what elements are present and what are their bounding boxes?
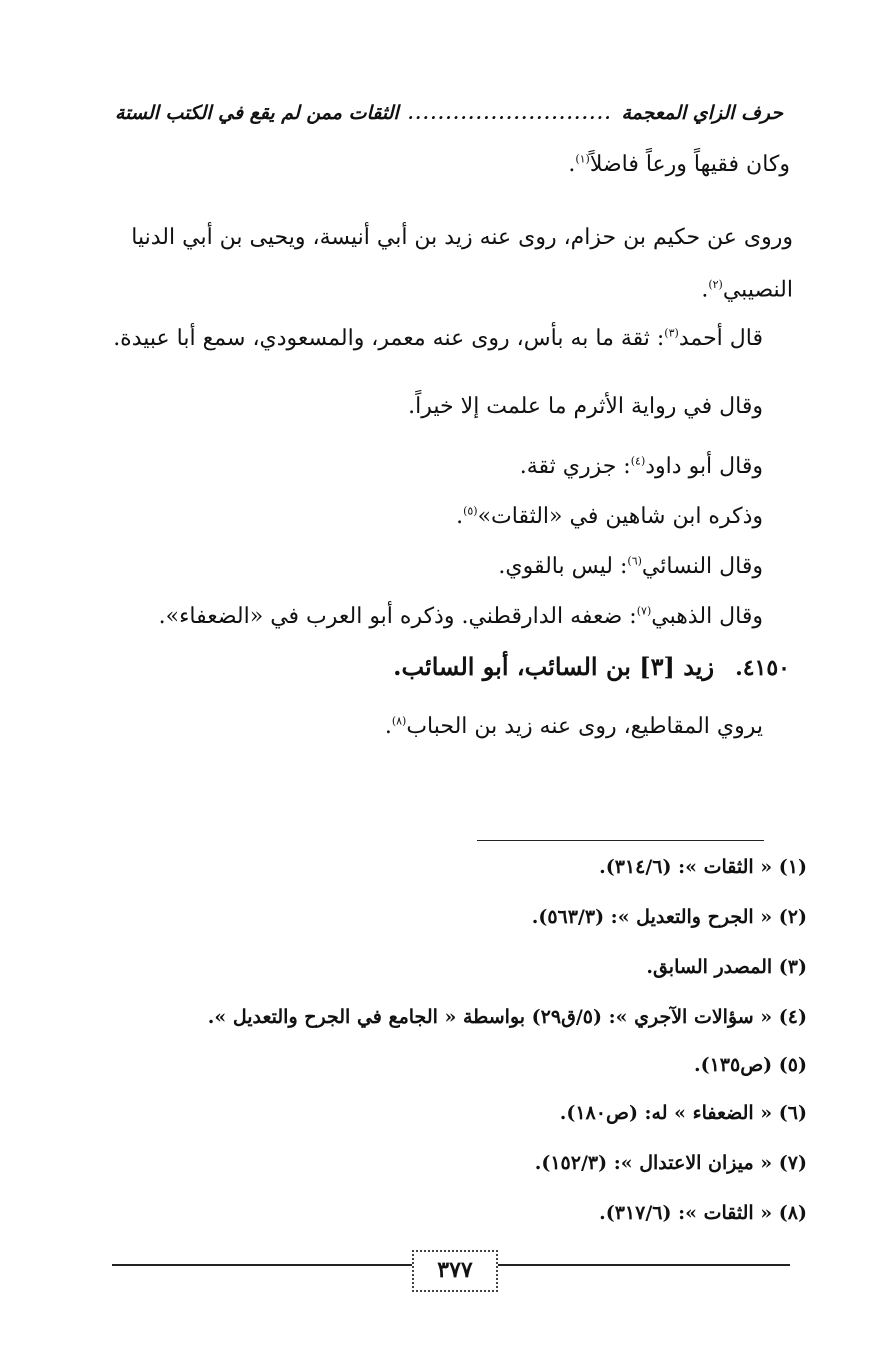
- body-line-2: وروى عن حكيم بن حزام، روى عنه زيد بن أبي أنيسة، ويحيى بن أبي الدنيا النصيبي$^{(٢)}$.: [131, 225, 793, 303]
- footnote-ref: (٦): [627, 554, 642, 568]
- entry-number: ٤١٥٠.: [735, 655, 790, 681]
- footnote-4: (٤) « سؤالات الآجري »: (٥/ق٢٩) بواسطة « الجامع في الجرح والتعديل ».: [207, 1006, 807, 1028]
- footnote-ref: (٧): [636, 604, 652, 618]
- body-line-3: قال أحمد$^{(٣)}$: ثقة ما به بأس، روى عنه معمر، والمسعودي، سمع أبا عبيدة.: [113, 326, 763, 351]
- page-number: ٣٧٧: [412, 1250, 498, 1292]
- footnote-7: (٧) « ميزان الاعتدال »: (١٥٢/٣).: [534, 1152, 807, 1174]
- body-line-4: وقال في رواية الأثرم ما علمت إلا خيراً.: [408, 394, 763, 419]
- header-dots: ...........................: [407, 103, 613, 123]
- footer-rule-right: [494, 1264, 790, 1266]
- footnote-6: (٦) « الضعفاء » له: (ص١٨٠).: [559, 1102, 807, 1124]
- footnote-ref: (٢): [708, 278, 723, 291]
- footnote-3: (٣) المصدر السابق.: [646, 956, 807, 978]
- header-chapter: حرف الزاي المعجمة: [621, 102, 783, 124]
- footnote-ref: (٣): [664, 326, 679, 340]
- footnote-ref: (٨): [391, 714, 407, 728]
- body-line-6: وذكره ابن شاهين في «الثقات»$^{(٥)}$.: [456, 504, 763, 529]
- body-line-10: يروي المقاطيع، روى عنه زيد بن الحباب$^{(٨)}$.: [384, 714, 763, 739]
- footnote-ref: (٤): [630, 454, 646, 468]
- entry-title: زيد [٣] بن السائب، أبو السائب.: [393, 652, 715, 681]
- footnote-8: (٨) « الثقات »: (٣١٧/٦).: [599, 1202, 807, 1224]
- footnote-1: (١) « الثقات »: (٣١٤/٦).: [599, 856, 807, 878]
- body-line-7: وقال النسائي$^{(٦)}$: ليس بالقوي.: [498, 554, 763, 579]
- entry-heading: [393, 652, 790, 681]
- footnote-separator: [477, 840, 764, 841]
- running-header: [115, 96, 783, 130]
- footnote-ref: (١): [575, 152, 590, 166]
- header-book-title: الثقات ممن لم يقع في الكتب الستة: [115, 102, 399, 124]
- body-line-1: وكان فقيهاً ورعاً فاضلاً$^{(١)}$.: [568, 152, 790, 177]
- footnote-ref: (٥): [463, 504, 478, 518]
- body-line-5: وقال أبو داود$^{(٤)}$: جزري ثقة.: [519, 454, 763, 479]
- footnote-2: (٢) « الجرح والتعديل »: (٥٦٣/٣).: [531, 906, 807, 928]
- footnote-5: (٥) (ص١٣٥).: [693, 1054, 807, 1076]
- footer-rule-left: [112, 1264, 412, 1266]
- body-line-8: وقال الذهبي$^{(٧)}$: ضعفه الدارقطني. وذكره أبو العرب في «الضعفاء».: [158, 604, 763, 629]
